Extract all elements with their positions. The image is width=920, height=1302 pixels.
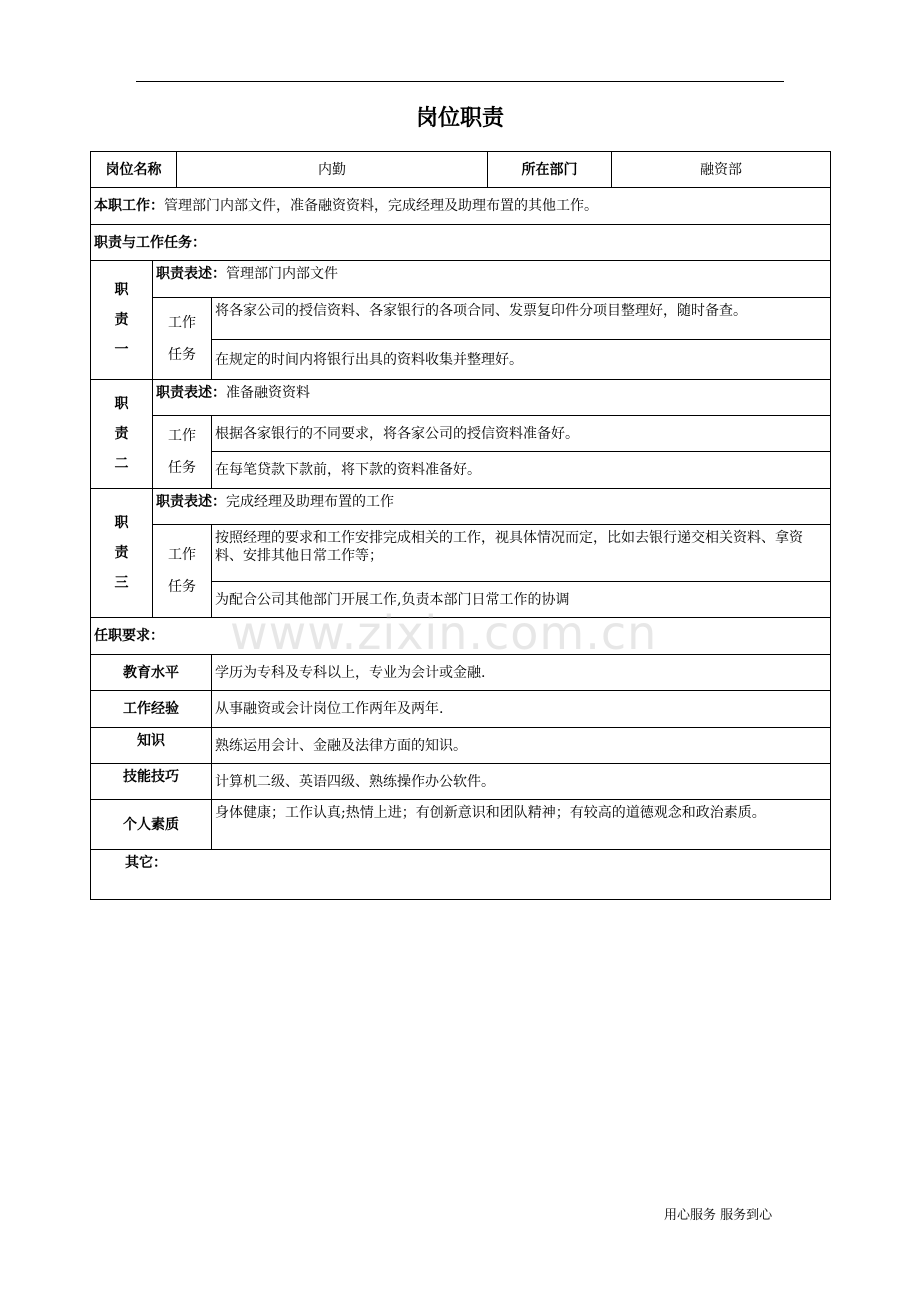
position-value: 内勤 — [177, 152, 488, 188]
duty-3-task-1: 按照经理的要求和工作安排完成相关的工作，视具体情况而定，比如去银行递交相关资料、拿资料、安排其他日常工作等； — [212, 525, 831, 582]
duty-2-label — [91, 380, 153, 489]
req-row-personal — [91, 800, 831, 850]
job-description-table — [90, 151, 831, 900]
duty-3-task-2: 为配合公司其他部门开展工作,负责本部门日常工作的协调 — [212, 582, 831, 618]
duty-1-task-label-2: 任务 — [168, 346, 196, 363]
req-row-skills — [91, 764, 831, 800]
other-cell — [91, 850, 831, 900]
duty-2-char-1: 职 — [114, 396, 129, 412]
other-label: 其它： — [125, 855, 167, 871]
duty-3-task-label-2: 任务 — [168, 579, 196, 595]
main-work-row — [91, 188, 831, 225]
req-row-knowledge — [91, 728, 831, 764]
req-experience-label: 工作经验 — [91, 691, 212, 728]
req-education-label: 教育水平 — [91, 655, 212, 691]
duty-1-char-3: 一 — [114, 342, 129, 358]
duty-1-desc-label: 职责表述： — [156, 266, 226, 282]
duty-2-task-label-2: 任务 — [168, 460, 196, 476]
page-title: 岗位职责 — [415, 106, 504, 131]
duty-3-desc-row — [91, 489, 831, 525]
req-skills-value: 计算机二级、英语四级、熟练操作办公软件。 — [212, 764, 831, 800]
duty-3-task-label-1: 工作 — [168, 547, 196, 563]
main-work-cell — [91, 188, 831, 225]
duty-2-task-1: 根据各家银行的不同要求，将各家公司的授信资料准备好。 — [212, 416, 831, 452]
duty-3-char-3: 三 — [114, 575, 129, 591]
req-knowledge-value: 熟练运用会计、金融及法律方面的知识。 — [212, 728, 831, 764]
header-row — [91, 152, 831, 188]
req-knowledge-label: 知识 — [91, 728, 212, 764]
page-footer: 用心服务 服务到心 — [664, 1208, 773, 1223]
duty-1-desc — [153, 261, 831, 298]
duty-1-task-row-1 — [91, 298, 831, 340]
req-personal-value: 身体健康；工作认真;热情上进；有创新意识和团队精神；有较高的道德观念和政治素质。 — [212, 800, 831, 850]
duty-2-task-label — [153, 416, 212, 489]
position-label: 岗位名称 — [91, 152, 177, 188]
req-row-education — [91, 655, 831, 691]
duty-3-task-label — [153, 525, 212, 618]
requirements-heading-row — [91, 618, 831, 655]
duty-3-desc-text: 完成经理及助理布置的工作 — [226, 494, 394, 510]
duty-1-task-2: 在规定的时间内将银行出具的资料收集并整理好。 — [212, 340, 831, 380]
duty-1-char-2: 责 — [114, 312, 129, 328]
duty-2-task-row-1 — [91, 416, 831, 452]
main-work-label: 本职工作： — [94, 198, 164, 214]
duty-2-task-label-1: 工作 — [168, 428, 196, 444]
duty-1-desc-text: 管理部门内部文件 — [226, 266, 338, 282]
duty-3-char-1: 职 — [114, 515, 129, 531]
requirements-heading: 任职要求： — [91, 618, 831, 655]
req-education-value: 学历为专科及专科以上，专业为会计或金融. — [212, 655, 831, 691]
duties-heading-row — [91, 225, 831, 261]
duty-2-char-3: 二 — [114, 456, 129, 472]
req-experience-value: 从事融资或会计岗位工作两年及两年. — [212, 691, 831, 728]
duties-heading: 职责与工作任务： — [91, 225, 831, 261]
department-value: 融资部 — [612, 152, 831, 188]
duty-2-char-2: 责 — [114, 426, 129, 442]
duty-3-desc — [153, 489, 831, 525]
duty-2-desc — [153, 380, 831, 416]
main-work-text: 管理部门内部文件，准备融资资料，完成经理及助理布置的其他工作。 — [164, 198, 598, 214]
duty-2-desc-label: 职责表述： — [156, 385, 226, 401]
duty-1-desc-row — [91, 261, 831, 298]
duty-3-task-row-1 — [91, 525, 831, 582]
duty-1-task-1: 将各家公司的授信资料、各家银行的各项合同、发票复印件分项目整理好，随时备查。 — [212, 298, 831, 340]
duty-2-desc-text: 准备融资资料 — [226, 385, 310, 401]
duty-1-char-1: 职 — [114, 282, 129, 298]
watermark-text: www.zixin.com.cn — [230, 606, 658, 660]
req-skills-label: 技能技巧 — [91, 764, 212, 800]
req-personal-label: 个人素质 — [91, 800, 212, 850]
duty-1-task-label — [153, 298, 212, 380]
duty-1-label — [91, 261, 153, 380]
other-row — [91, 850, 831, 900]
top-rule — [136, 81, 784, 82]
duty-2-desc-row — [91, 380, 831, 416]
duty-3-desc-label: 职责表述： — [156, 494, 226, 510]
department-label: 所在部门 — [488, 152, 612, 188]
duty-3-char-2: 责 — [114, 545, 129, 561]
duty-1-task-label-1: 工作 — [168, 314, 196, 331]
duty-3-label — [91, 489, 153, 618]
req-row-experience — [91, 691, 831, 728]
duty-2-task-2: 在每笔贷款下款前，将下款的资料准备好。 — [212, 452, 831, 489]
